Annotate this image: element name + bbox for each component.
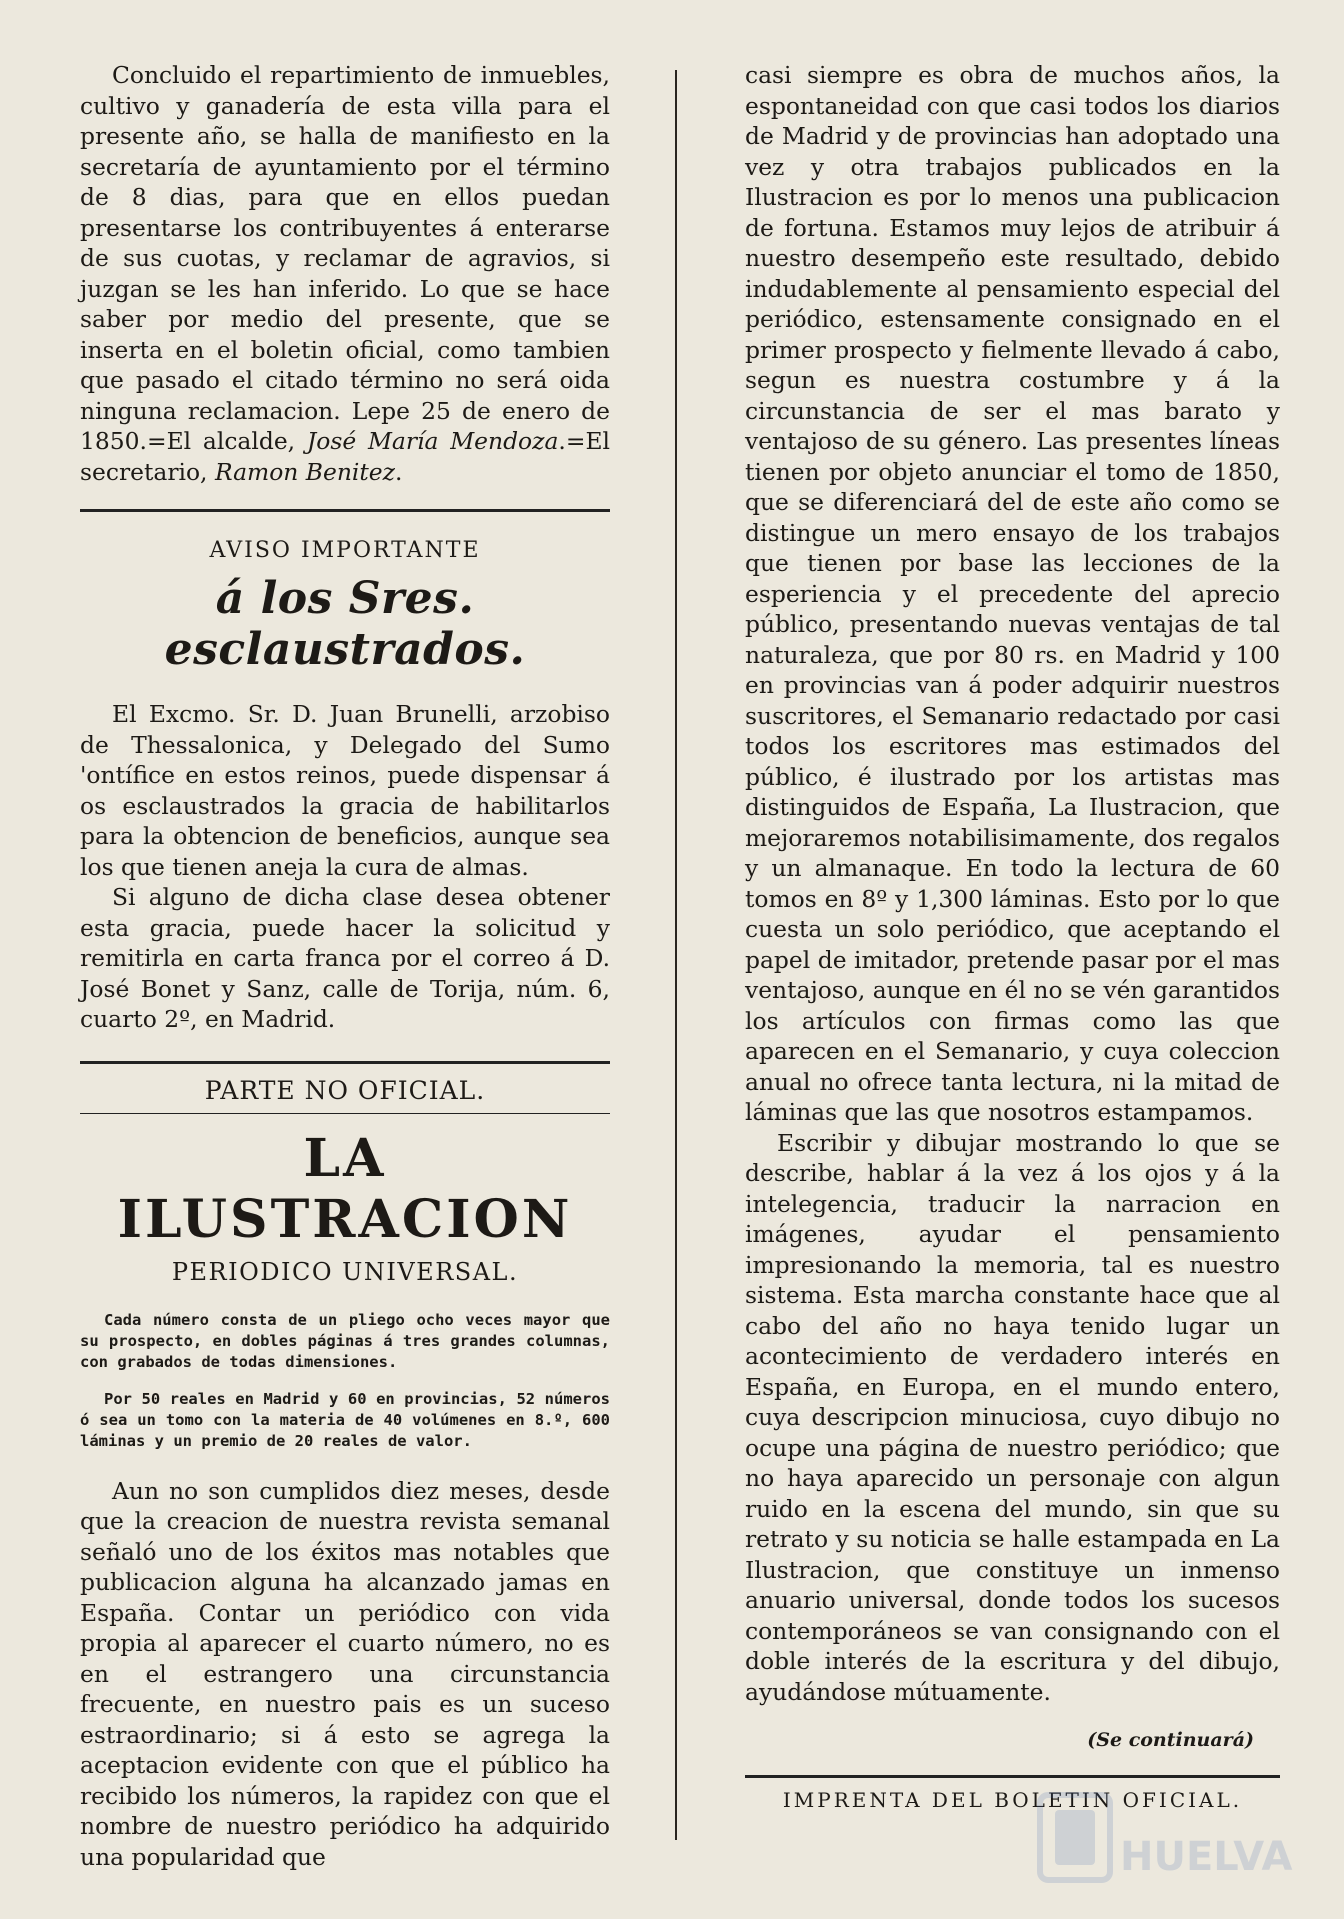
footer-rule (745, 1775, 1280, 1778)
parte-no-oficial-heading: PARTE NO OFICIAL. (204, 1075, 486, 1105)
section-rule-thin (80, 1113, 610, 1114)
continue-note: (Se continuará) (1087, 1729, 1254, 1751)
ilustracion-subtitle: PERIODICO UNIVERSAL. (171, 1257, 519, 1286)
aviso-title: á los Sres. esclaustrados. (164, 573, 526, 675)
right-column (745, 60, 1280, 1812)
ilustracion-article-paragraph-1: Aun no son cumplidos diez meses, desde que la creacion de nuestra revista semanal señaló uno de los éxitos mas notables que publicacion alguna ha alcanzado jamas en España. Contar un periódico con vida propia al aparecer el cuarto número, no es en el estrangero una circunstancia frecuente, en nuestro pais es un suceso estraordinario; si á esto se agrega la aceptacion evidente con que el público ha recibido los números, la rapidez con que el nombre de nuestro periódico ha adquirido una popularidad que (80, 1476, 610, 1871)
ilustracion-title: LA ILUSTRACION (117, 1127, 573, 1250)
section-rule (80, 509, 610, 512)
ilustracion-article-paragraph-2: Escribir y dibujar mostrando lo que se describe, hablar á la vez á los ojos y á la intelegencia, traducir la narracion en imágenes, ayudar el pensamiento impresionando la memoria, tal es nuestro sistema. Esta marcha constante hace que al cabo del año no haya tenido lugar un acontecimiento de verdadero interés en España, en Europa, en el mundo entero, cuya descripcion minuciosa, cuyo dibujo no ocupe una página de nuestro periódico; que no haya aparecido un personaje con algun ruido en la escena del mundo, sin que su retrato y su noticia se halle estampada en La Ilustracion, que constituye un inmenso anuario universal, donde todos los sucesos contemporáneos se van consignando con el doble interés de la escritura y del dibujo, ayudándose mútuamente. (745, 1128, 1280, 1706)
aviso-paragraph-1: El Excmo. Sr. D. Juan Brunelli, arzobiso de Thessalonica, y Delegado del Sumo 'ontífice en estos reinos, puede dispensar á os esclaustrados la gracia de habilitarlos para la obtencion de beneficios, aunque sea los que tienen aneja la cura de almas. (80, 700, 610, 881)
secretario-name: Ramon Benitez (214, 457, 395, 486)
printer-imprint: IMPRENTA DEL BOLETIN OFICIAL. (782, 1788, 1243, 1812)
aviso-paragraph-2: Si alguno de dicha clase desea obtener esta gracia, puede hacer la solicitud y remitirla en carta franca por el correo á D. José Bonet y Sanz, calle de Torija, núm. 6, cuarto 2º, en Madrid. (80, 883, 610, 1033)
ilustracion-description-2: Por 50 reales en Madrid y 60 en provincias, 52 números ó sea un tomo con la materia de 40 volúmenes en 8.º, 600 láminas y un premio de 20 reales de valor. (80, 1389, 610, 1450)
alcalde-name: José María Mendoza (306, 427, 559, 455)
watermark-text: HUELVA (1120, 1834, 1293, 1880)
aviso-heading: AVISO IMPORTANTE (209, 538, 481, 563)
notice-paragraph: Concluido el repartimiento de inmuebles, cultivo y ganadería de esta villa para el presente año, se halla de manifiesto en la secretaría de ayuntamiento por el término de 8 dias, para que en ellos puedan presentarse los contribuyentes á enterarse de sus cuotas, y reclamar de agravios, si juzgan se les han inferido. Lo que se hace saber por medio del presente, que se inserta en el boletin oficial, como tambien que pasado el citado término no será oida ninguna reclamacion. Lepe 25 de enero de 1850.=El alcalde, José María Mendoza.=El secretario, Ramon Benitez. (80, 61, 610, 486)
ilustracion-description-1: Cada número consta de un pliego ocho veces mayor que su prospecto, en dobles páginas á tres grandes columnas, con grabados de todas dimensiones. (80, 1310, 610, 1371)
column-divider (675, 70, 677, 1840)
library-watermark (1010, 1790, 1293, 1890)
ilustracion-article-continuation: casi siempre es obra de muchos años, la espontaneidad con que casi todos los diarios de Madrid y de provincias han adoptado una vez y otra trabajos publicados en la Ilustracion es por lo menos una publicacion de fortuna. Estamos muy lejos de atribuir á nuestro desempeño este resultado, debido indudablemente al pensamiento especial del periódico, estensamente consignado en el primer prospecto y fielmente llevado á cabo, segun es nuestra costumbre y á la circunstancia de ser el mas barato y ventajoso de su género. Las presentes líneas tienen por objeto anunciar el tomo de 1850, que se diferenciará del de este año como se distingue un mero ensayo de los trabajos que tienen por base las lecciones de la esperiencia y el precedente del aprecio público, presentando nuevas ventajas de tal naturaleza, que por 80 rs. en Madrid y 100 en provincias van á poder adquirir nuestros suscritores, el Semanario redactado por casi todos los escritores mas estimados del público, é ilustrado por los artistas mas distinguidos de España, La Ilustracion, que mejoraremos notabilisimamente, dos regalos y un almanaque. En todo la lectura de 60 tomos en 8º y 1,300 láminas. Esto por lo que cuesta un solo periódico, que aceptando el papel de imitador, pretende pasar por el mas ventajoso, aunque en él no se vén garantidos los artículos con firmas como las que aparecen en el Semanario, y cuya coleccion anual no ofrece tanta lectura, ni la mitad de láminas que las que nosotros estampamos. (745, 61, 1280, 1126)
left-column (80, 60, 610, 1872)
section-rule (80, 1061, 610, 1064)
